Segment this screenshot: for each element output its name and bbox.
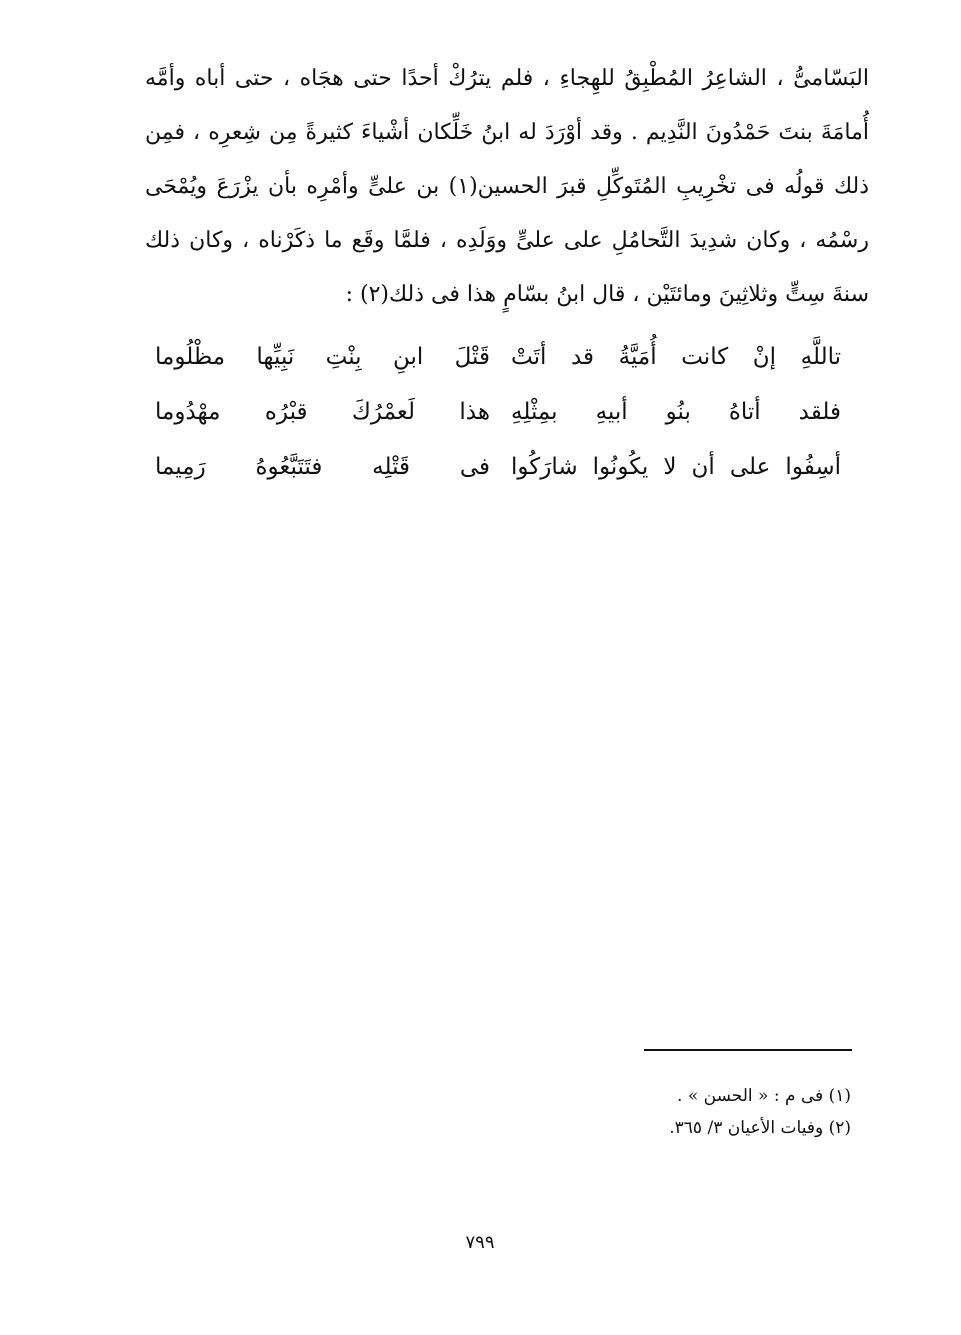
verse-first-hemistich: تاللَّهِ إنْ كانت أُمَيَّةُ قد أتَتْ <box>511 344 841 370</box>
poem <box>145 330 869 495</box>
poem-verse <box>145 330 869 385</box>
footnote: (٢) وفيات الأعيان ٣/ ٣٦٥. <box>669 1118 851 1138</box>
prose-paragraph <box>145 52 869 322</box>
verse-second-hemistich: قَتْلَ ابنِ بِنْتِ نَبِيِّها مظْلُوما <box>155 344 490 370</box>
prose-line: رسْمُه ، وكان شدِيدَ التَّحامُلِ على علىٍّ ووَلَدِه ، فلمَّا وقَع ما ذكَرْناه ، وكان ذلك <box>145 228 869 253</box>
prose-line: ذلك قولُه فى تخْرِيبِ المُتَوكِّلِ قبرَ الحسين(١) بن علىٍّ وأمْرِه بأن يزْرَعَ ويُمْحَى <box>145 174 870 199</box>
poem-verse <box>145 385 869 440</box>
poem-verse <box>145 440 869 495</box>
footnote: (١) فى م : « الحسن » . <box>677 1086 851 1106</box>
footnote-divider <box>644 1049 852 1051</box>
verse-first-hemistich: أسِفُوا على أن لا يكُونُوا شارَكُوا <box>511 454 841 480</box>
verse-second-hemistich: فى قَتْلِه فتَتَبَّعُوهُ رَمِيما <box>155 454 490 480</box>
verse-first-hemistich: فلقد أتاهُ بنُو أبيهِ بمِثْلِهِ <box>511 399 841 425</box>
prose-line: سنةَ سِتٍّ وثلاثِينَ ومائتَيْن ، قال ابنُ بسّامٍ هذا فى ذلك(٢) : <box>345 282 869 307</box>
verse-second-hemistich: هذا لَعمْرُكَ قبْرُه مهْدُوما <box>155 399 490 425</box>
footnotes <box>351 1080 851 1144</box>
page-number: ٧٩٩ <box>465 1232 495 1253</box>
prose-line: أُمامَةَ بنتَ حَمْدُونَ النَّدِيم . وقد أوْرَدَ له ابنُ خَلِّكان أشْياءَ كثيرةً مِن شِعرِه ، فمِن <box>145 120 869 145</box>
prose-line: البَسّامىُّ ، الشاعِرُ المُطْبِقُ للهِجاءِ ، فلم يترُكْ أحدًا حتى هجَاه ، حتى أباه وأمَّه <box>145 66 869 91</box>
